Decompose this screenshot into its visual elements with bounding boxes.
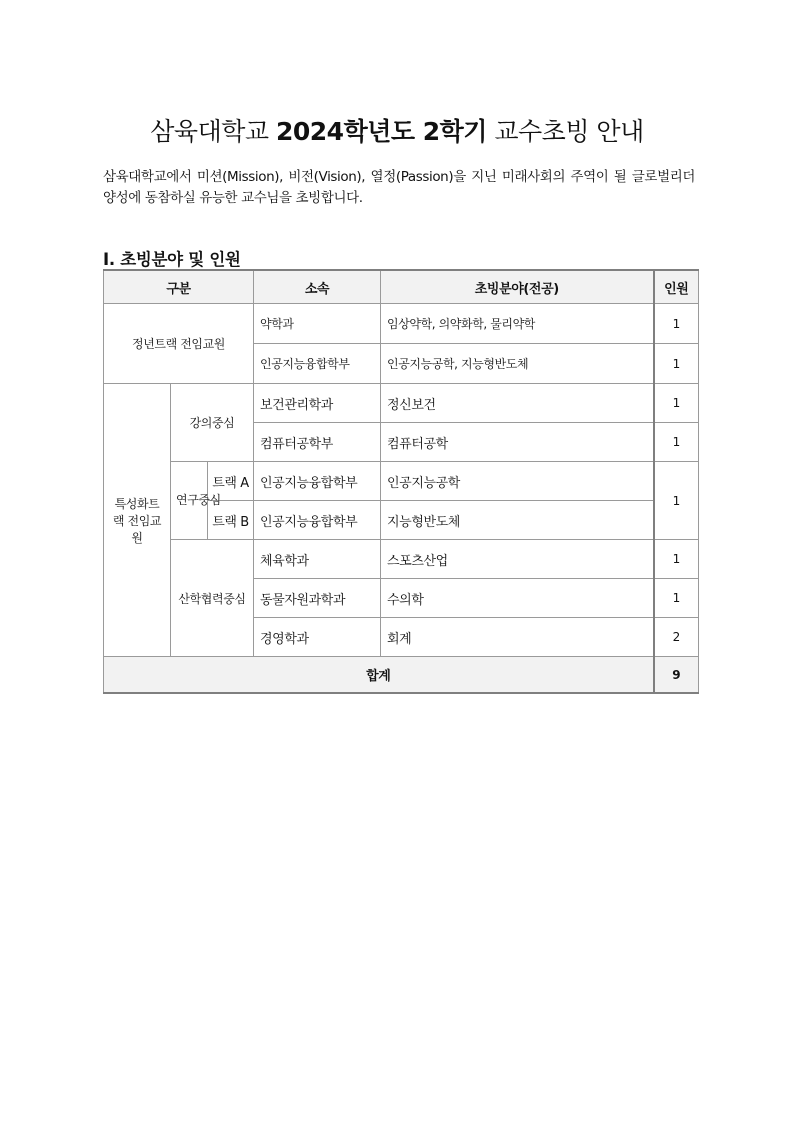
header-category: 구분: [104, 270, 254, 304]
sub-label-industry: 산학협력중심: [171, 540, 254, 657]
title-suffix: 교수초빙 안내: [494, 117, 644, 146]
table-total-row: [104, 657, 699, 694]
cell-affiliation: 보건관리학과: [254, 384, 381, 423]
header-field: 초빙분야(전공): [381, 270, 654, 304]
cell-count: 1: [654, 384, 699, 423]
cell-track: 트랙 B: [208, 501, 254, 540]
cell-field: 지능형반도체: [381, 501, 654, 540]
cell-field: 인공지능공학: [381, 462, 654, 501]
cell-affiliation: 경영학과: [254, 618, 381, 657]
cell-affiliation: 체육학과: [254, 540, 381, 579]
table-header-row: [104, 270, 699, 304]
cell-field: 스포츠산업: [381, 540, 654, 579]
cell-field: 회계: [381, 618, 654, 657]
header-affiliation: 소속: [254, 270, 381, 304]
cell-count: 1: [654, 304, 699, 344]
group-label-specialized: 특성화트랙 전임교원: [104, 384, 171, 657]
cell-field: 수의학: [381, 579, 654, 618]
cell-affiliation: 인공지능융합학부: [254, 501, 381, 540]
intro-paragraph: 삼육대학교에서 미션(Mission), 비전(Vision), 열정(Passion)을 지닌 미래사회의 주역이 될 글로벌리더 양성에 동참하실 유능한 교수님을 초빙합니다.: [103, 169, 695, 206]
cell-count: 1: [654, 540, 699, 579]
cell-count: 1: [654, 579, 699, 618]
cell-count: 1: [654, 344, 699, 384]
total-count: 9: [654, 657, 699, 694]
cell-track: 트랙 A: [208, 462, 254, 501]
cell-affiliation: 컴퓨터공학부: [254, 423, 381, 462]
table-row: [104, 540, 699, 579]
cell-count: 2: [654, 618, 699, 657]
cell-field: 컴퓨터공학: [381, 423, 654, 462]
cell-affiliation: 동물자원과학과: [254, 579, 381, 618]
cell-field: 정신보건: [381, 384, 654, 423]
cell-affiliation: 약학과: [254, 304, 381, 344]
title-year: 2024학년도 2학기: [275, 117, 487, 146]
page-title: [0, 112, 794, 148]
cell-affiliation: 인공지능융합학부: [254, 462, 381, 501]
title-prefix: 삼육대학교: [150, 117, 269, 146]
recruitment-table: [103, 269, 699, 694]
section-heading-1: Ⅰ. 초빙분야 및 인원: [103, 250, 241, 269]
cell-affiliation: 인공지능융합학부: [254, 344, 381, 384]
cell-count: 1: [654, 462, 699, 540]
table-row: [104, 462, 699, 501]
sub-label-lecture: 강의중심: [171, 384, 254, 462]
header-count: 인원: [654, 270, 699, 304]
sub-label-research: [171, 462, 221, 540]
cell-count: 1: [654, 423, 699, 462]
group-label-tenure: 정년트랙 전임교원: [104, 304, 254, 384]
table-row: [104, 384, 699, 423]
cell-field: 인공지능공학, 지능형반도체: [381, 344, 654, 384]
table-row: [104, 304, 699, 344]
total-label: 합계: [104, 657, 654, 694]
sub-label-research-text: 연구중심: [176, 493, 221, 507]
cell-field: 임상약학, 의약화학, 물리약학: [381, 304, 654, 344]
